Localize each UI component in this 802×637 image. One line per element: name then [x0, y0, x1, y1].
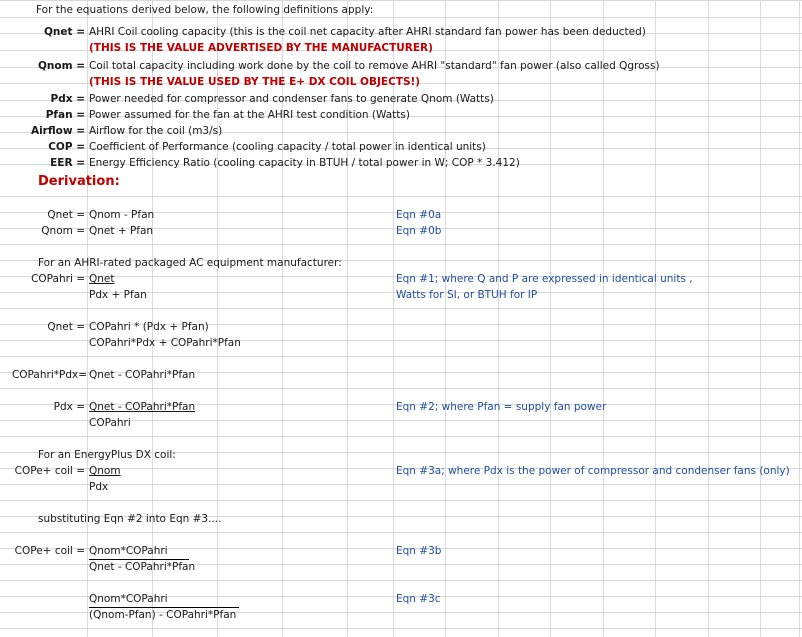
row-divider [0, 308, 802, 309]
row-divider [0, 0, 802, 1]
eq0a-lhs: Qnet = [47, 209, 85, 221]
row-divider [0, 580, 802, 581]
eq0a-rhs: Qnom - Pfan [89, 209, 155, 221]
column-divider [655, 0, 656, 637]
eq3b-denominator: Qnet - COPahri*Pfan [89, 561, 196, 573]
eq0b-lhs: Qnom = [41, 225, 85, 237]
eq2-denominator: COPahri [89, 417, 131, 429]
def-text-qnom: Coil total capacity including work done by the coil to remove AHRI "standard" fan power (also called Qgross) [89, 60, 660, 72]
step-b-rhs: Qnet - COPahri*Pfan [89, 369, 196, 381]
def-text-eer: Energy Efficiency Ratio (cooling capacity in BTUH / total power in W; COP * 3.412) [89, 157, 520, 169]
derivation-title: Derivation: [38, 174, 120, 189]
substitution-note: substituting Eqn #2 into Eqn #3.... [38, 513, 222, 525]
manufacturer-note: (THIS IS THE VALUE ADVERTISED BY THE MANUFACTURER) [89, 42, 433, 54]
row-divider [0, 500, 802, 501]
row-divider [0, 244, 802, 245]
def-text-cop: Coefficient of Performance (cooling capacity / total power in identical units) [89, 141, 486, 153]
eq2-label: Eqn #2; where Pfan = supply fan power [396, 401, 607, 413]
step-b-lhs: COPahri*Pdx= [11, 369, 87, 381]
def-text-airflow: Airflow for the coil (m3/s) [89, 125, 223, 137]
row-divider [0, 388, 802, 389]
eq3b-label: Eqn #3b [396, 545, 442, 557]
eq3a-numerator: Qnom [89, 465, 121, 477]
column-divider [87, 0, 88, 637]
eq0a-label: Eqn #0a [396, 209, 442, 221]
def-term-pdx: Pdx = [50, 93, 85, 105]
column-divider [799, 0, 800, 637]
eq2-numerator: Qnet - COPahri*Pfan [89, 401, 196, 413]
eq1-label-units: Watts for SI, or BTUH for IP [396, 289, 538, 301]
column-divider [550, 0, 551, 637]
eq1-label: Eqn #1; where Q and P are expressed in identical units , [396, 273, 693, 285]
def-text-qnet: AHRI Coil cooling capacity (this is the coil net capacity after AHRI standard fan power has been deducted) [89, 26, 646, 38]
eq3b-lhs: COPe+ coil = [14, 545, 85, 557]
eplus-intro: For an EnergyPlus DX coil: [38, 449, 176, 461]
eq3a-lhs: COPe+ coil = [14, 465, 85, 477]
def-term-eer: EER = [50, 157, 85, 169]
intro-text: For the equations derived below, the following definitions apply: [36, 4, 374, 16]
row-divider [0, 484, 802, 485]
eq3c-denominator: (Qnom-Pfan) - COPahri*Pfan [89, 609, 237, 621]
eq3b-numerator: Qnom*COPahri [89, 545, 168, 557]
row-divider [0, 628, 802, 629]
def-term-cop: COP = [48, 141, 85, 153]
ahri-intro: For an AHRI-rated packaged AC equipment manufacturer: [38, 257, 342, 269]
eq0b-label: Eqn #0b [396, 225, 442, 237]
step-a-lhs: Qnet = [47, 321, 85, 333]
eq0b-rhs: Qnet + Pfan [89, 225, 154, 237]
def-term-qnet: Qnet = [44, 26, 85, 38]
column-divider [498, 0, 499, 637]
def-term-pfan: Pfan = [45, 109, 85, 121]
row-divider [0, 532, 802, 533]
def-text-pfan: Power assumed for the fan at the AHRI test condition (Watts) [89, 109, 410, 121]
row-divider [0, 436, 802, 437]
step-a-line2: COPahri*Pdx + COPahri*Pfan [89, 337, 241, 349]
eq1-denominator: Pdx + Pfan [89, 289, 147, 301]
row-divider [0, 196, 802, 197]
column-divider [603, 0, 604, 637]
eq1-numerator: Qnet [89, 273, 115, 285]
eq1-lhs: COPahri = [31, 273, 85, 285]
eq3c-label: Eqn #3c [396, 593, 441, 605]
def-term-airflow: Airflow = [30, 125, 85, 137]
def-term-qnom: Qnom = [37, 60, 85, 72]
column-divider [708, 0, 709, 637]
eq3a-label: Eqn #3a; where Pdx is the power of compressor and condenser fans (only) [396, 465, 790, 477]
eq3a-denominator: Pdx [89, 481, 109, 493]
step-a-line1: COPahri * (Pdx + Pfan) [89, 321, 209, 333]
row-divider [0, 356, 802, 357]
def-text-pdx: Power needed for compressor and condenser fans to generate Qnom (Watts) [89, 93, 494, 105]
eq2-lhs: Pdx = [53, 401, 85, 413]
eplus-note: (THIS IS THE VALUE USED BY THE E+ DX COIL OBJECTS!) [89, 76, 421, 88]
column-divider [760, 0, 761, 637]
eq3c-numerator: Qnom*COPahri [89, 593, 168, 605]
